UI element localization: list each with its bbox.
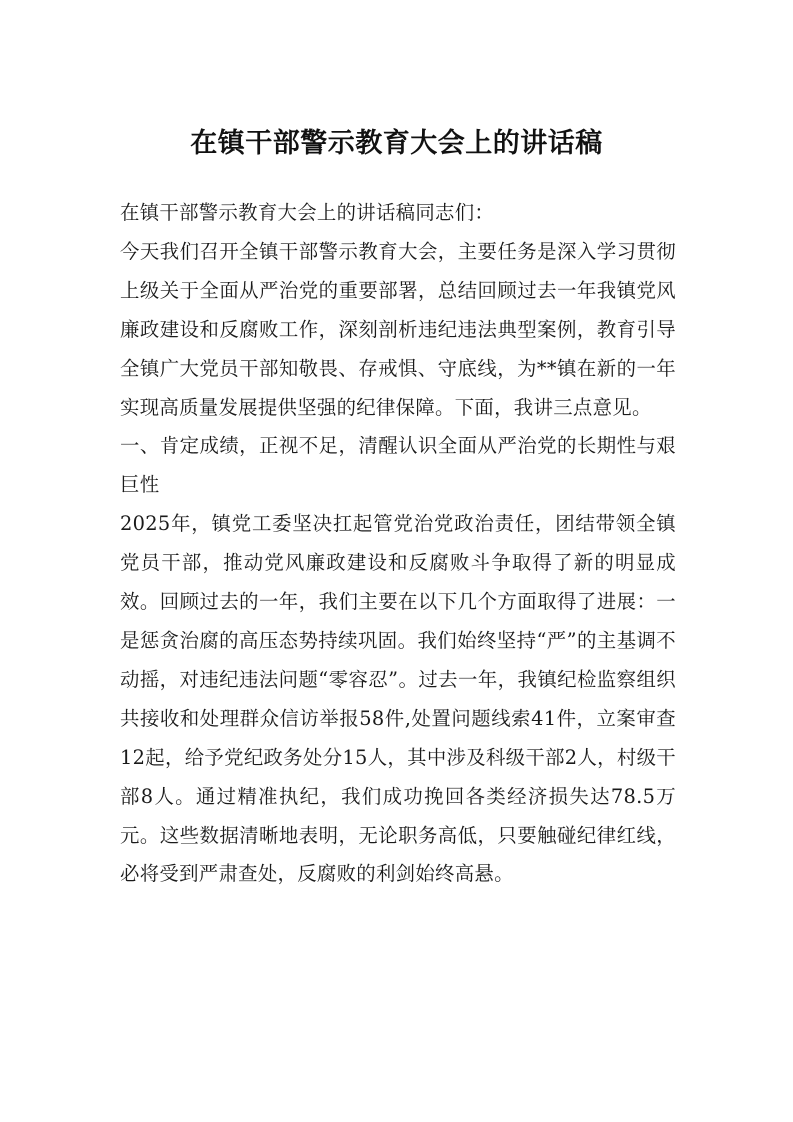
salutation-paragraph: 在镇干部警示教育大会上的讲话稿同志们： [120, 201, 495, 224]
intro-paragraph: 今天我们召开全镇干部警示教育大会，主要任务是深入学习贯彻上级关于全面从严治党的重要部署，总结回顾过去一年我镇党风廉政建设和反腐败工作，深刻剖析违纪违法典型案例，教育引导全镇广大党员干部知敬畏、存戒惧、守底线，为**镇在新的一年实现高质量发展提供坚强的纪律保障。下面，我讲三点意见。 [120, 239, 676, 419]
body-paragraph: 2025年，镇党工委坚决扛起管党治党政治责任，团结带领全镇党员干部，推动党风廉政建设和反腐败斗争取得了新的明显成效。回顾过去的一年，我们主要在以下几个方面取得了进展：一是惩贪治腐的高压态势持续巩固。我们始终坚持“严”的主基调不动摇，对违纪违法问题“零容忍”。过去一年，我镇纪检监察组织共接收和处理群众信访举报58件,处置问题线索41件，立案审查12起，给予党纪政务处分15人，其中涉及科级干部2人，村级干部8人。通过精准执纪，我们成功挽回各类经济损失达78.5万元。这些数据清晰地表明，无论职务高低，只要触碰纪律红线，必将受到严肃查处，反腐败的利剑始终高悬。 [120, 512, 676, 886]
document-body [120, 194, 676, 894]
document-title: 在镇干部警示教育大会上的讲话稿 [190, 128, 603, 159]
section-heading: 一、肯定成绩，正视不足，清醒认识全面从严治党的长期性与艰巨性 [120, 434, 676, 497]
